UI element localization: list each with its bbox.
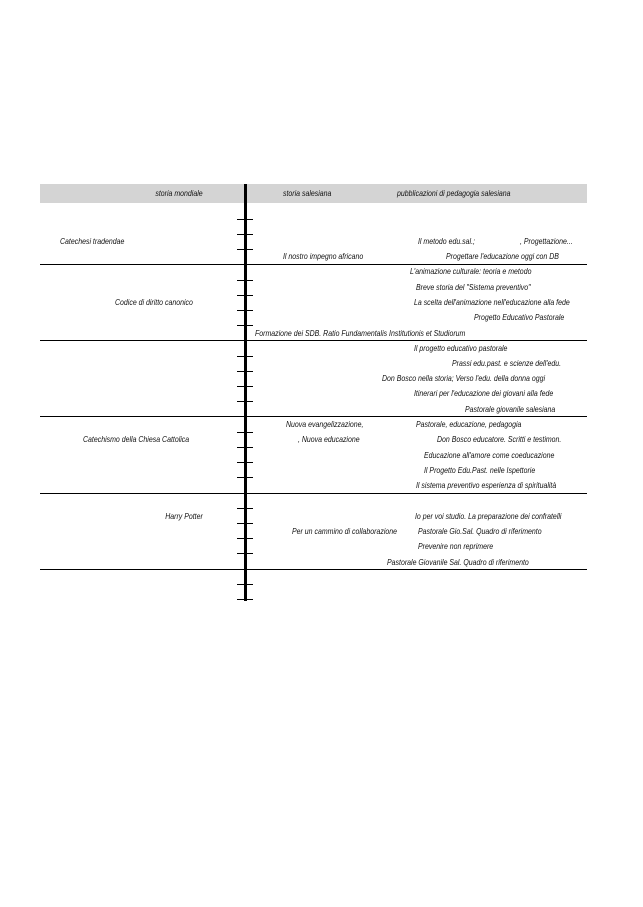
decade-separator (40, 340, 587, 341)
year-tick (237, 538, 253, 539)
publication: Il metodo edu.sal.; (418, 236, 475, 246)
publication: Don Bosco educatore. Scritti e testimon. (437, 434, 562, 444)
year-tick (237, 477, 253, 478)
year-tick (237, 462, 253, 463)
publication: La scelta dell'animazione nell'educazione alla fede (414, 297, 570, 307)
header-salesian-publications: pubblicazioni di pedagogia salesiana (397, 188, 511, 198)
year-tick (237, 523, 253, 524)
decade-separator (40, 264, 587, 265)
salesian-event: , Nuova educazione (298, 434, 360, 444)
publication: Io per voi studio. La preparazione dei confratelli (415, 511, 562, 521)
header-salesian-history: storia salesiana (283, 188, 332, 198)
publication: Educazione all'amore come coeducazione (424, 450, 555, 460)
year-tick (237, 295, 253, 296)
salesian-event: Il nostro impegno africano (283, 251, 364, 261)
year-tick (237, 310, 253, 311)
year-tick (237, 569, 253, 570)
year-tick (237, 325, 253, 326)
publication: Il progetto educativo pastorale (414, 343, 508, 353)
publication: , Progettazione... (520, 236, 573, 246)
publication: Pastorale Giovanile Sal. Quadro di riferimento (387, 557, 529, 567)
year-tick (237, 234, 253, 235)
year-tick (237, 386, 253, 387)
publication: Il sistema preventivo esperienza di spiritualità (416, 480, 557, 490)
year-tick (237, 371, 253, 372)
year-tick (237, 599, 253, 600)
header-world-history: storia mondiale (155, 188, 203, 198)
publication: Pastorale Gio.Sal. Quadro di riferimento (418, 526, 542, 536)
year-tick (237, 416, 253, 417)
salesian-event: Per un cammino di collaborazione (292, 526, 397, 536)
publication: Il Progetto Edu.Past. nelle Ispettorie (424, 465, 536, 475)
year-tick (237, 401, 253, 402)
year-tick (237, 340, 253, 341)
publication: Itinerari per l'educazione dei giovani alla fede (414, 388, 554, 398)
publication: Prassi edu.past. e scienze dell'edu. (452, 358, 562, 368)
year-tick (237, 280, 253, 281)
year-tick (237, 219, 253, 220)
decade-separator (40, 416, 587, 417)
salesian-event: Nuova evangelizzazione, (286, 419, 364, 429)
publication: Pastorale giovanile salesiana (465, 404, 556, 414)
salesian-event: Formazione dei SDB. Ratio Fundamentalis Institutionis et Studiorum (255, 328, 466, 338)
year-tick (237, 264, 253, 265)
decade-separator (40, 569, 587, 570)
publication: Prevenire non reprimere (418, 541, 494, 551)
world-event: Catechesi tradendae (60, 236, 125, 246)
year-tick (237, 493, 253, 494)
year-tick (237, 432, 253, 433)
world-event: Catechismo della Chiesa Cattolica (83, 434, 190, 444)
publication: Breve storia del "Sistema preventivo" (416, 282, 531, 292)
publication: Don Bosco nella storia; Verso l'edu. della donna oggi (382, 373, 546, 383)
publication: Progetto Educativo Pastorale (474, 312, 565, 322)
year-tick (237, 584, 253, 585)
decade-separator (40, 493, 587, 494)
year-tick (237, 356, 253, 357)
year-tick (237, 447, 253, 448)
publication: Pastorale, educazione, pedagogia (416, 419, 522, 429)
year-tick (237, 249, 253, 250)
world-event: Harry Potter (165, 511, 203, 521)
world-event: Codice di diritto canonico (115, 297, 193, 307)
publication: L'animazione culturale: teoria e metodo (410, 266, 532, 276)
year-tick (237, 508, 253, 509)
year-tick (237, 553, 253, 554)
publication: Progettare l'educazione oggi con DB (446, 251, 559, 261)
